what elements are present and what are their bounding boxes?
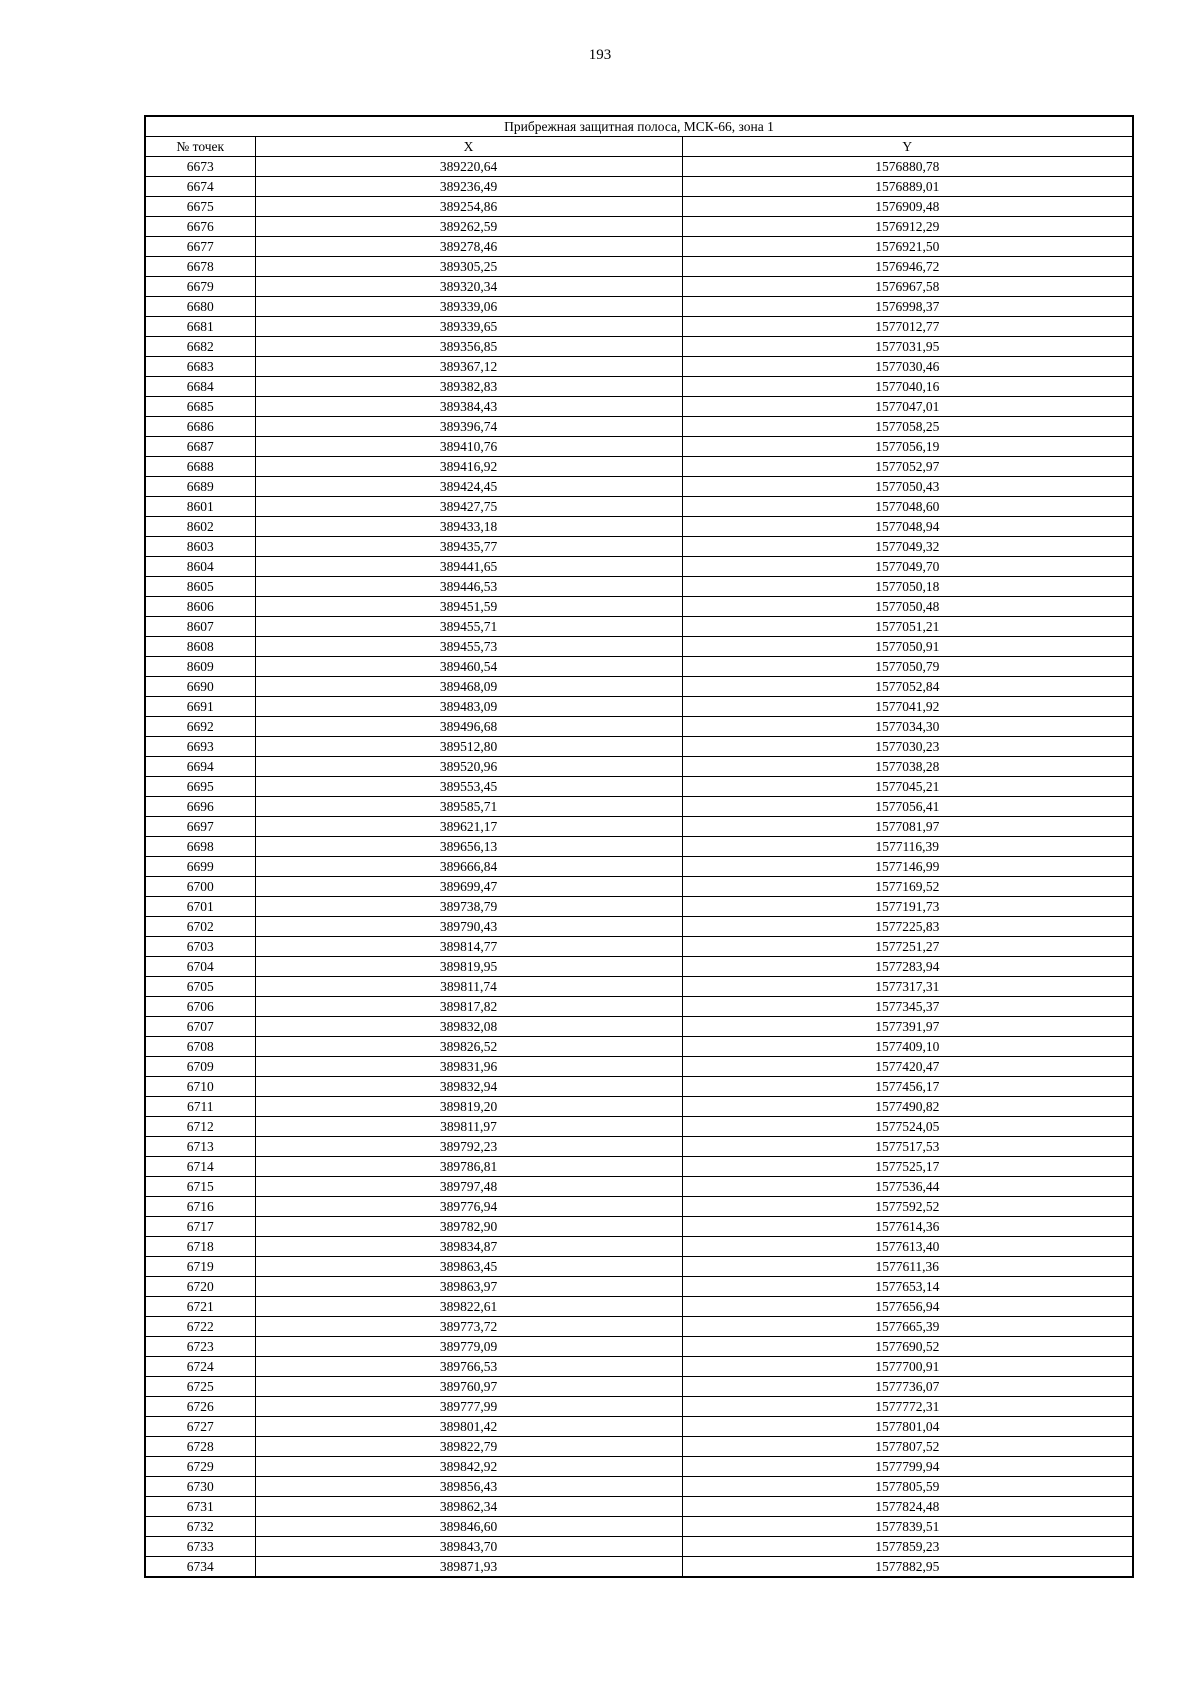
x-coordinate-cell: 389862,34 xyxy=(255,1497,682,1517)
point-number-cell: 8609 xyxy=(145,657,255,677)
x-coordinate-cell: 389433,18 xyxy=(255,517,682,537)
point-number-cell: 6695 xyxy=(145,777,255,797)
y-coordinate-cell: 1577613,40 xyxy=(682,1237,1133,1257)
y-coordinate-cell: 1577012,77 xyxy=(682,317,1133,337)
y-coordinate-cell: 1577656,94 xyxy=(682,1297,1133,1317)
y-coordinate-cell: 1577420,47 xyxy=(682,1057,1133,1077)
table-row xyxy=(145,1497,1133,1517)
y-coordinate-cell: 1577524,05 xyxy=(682,1117,1133,1137)
point-number-cell: 6676 xyxy=(145,217,255,237)
y-coordinate-cell: 1577030,23 xyxy=(682,737,1133,757)
y-coordinate-cell: 1577882,95 xyxy=(682,1557,1133,1578)
point-number-cell: 6702 xyxy=(145,917,255,937)
y-coordinate-cell: 1577391,97 xyxy=(682,1017,1133,1037)
x-coordinate-cell: 389819,95 xyxy=(255,957,682,977)
table-row xyxy=(145,837,1133,857)
table-row xyxy=(145,417,1133,437)
table-row xyxy=(145,1277,1133,1297)
page-number: 193 xyxy=(588,47,612,63)
x-coordinate-cell: 389797,48 xyxy=(255,1177,682,1197)
table-row xyxy=(145,1177,1133,1197)
y-coordinate-cell: 1577805,59 xyxy=(682,1477,1133,1497)
y-coordinate-cell: 1577058,25 xyxy=(682,417,1133,437)
y-coordinate-cell: 1577191,73 xyxy=(682,897,1133,917)
y-coordinate-cell: 1577859,23 xyxy=(682,1537,1133,1557)
table-row xyxy=(145,597,1133,617)
point-number-cell: 6708 xyxy=(145,1037,255,1057)
table-row xyxy=(145,777,1133,797)
table-row xyxy=(145,157,1133,177)
table-row xyxy=(145,1077,1133,1097)
point-number-cell: 8605 xyxy=(145,577,255,597)
x-coordinate-cell: 389782,90 xyxy=(255,1217,682,1237)
y-coordinate-cell: 1577049,32 xyxy=(682,537,1133,557)
y-coordinate-cell: 1577052,84 xyxy=(682,677,1133,697)
table-row xyxy=(145,637,1133,657)
y-coordinate-cell: 1577081,97 xyxy=(682,817,1133,837)
point-number-cell: 6696 xyxy=(145,797,255,817)
x-coordinate-cell: 389416,92 xyxy=(255,457,682,477)
point-number-cell: 8608 xyxy=(145,637,255,657)
x-coordinate-cell: 389585,71 xyxy=(255,797,682,817)
table-row xyxy=(145,577,1133,597)
y-coordinate-cell: 1576967,58 xyxy=(682,277,1133,297)
x-coordinate-cell: 389863,45 xyxy=(255,1257,682,1277)
y-coordinate-cell: 1576998,37 xyxy=(682,297,1133,317)
x-coordinate-cell: 389792,23 xyxy=(255,1137,682,1157)
x-coordinate-cell: 389621,17 xyxy=(255,817,682,837)
table-row xyxy=(145,537,1133,557)
point-number-cell: 6717 xyxy=(145,1217,255,1237)
x-coordinate-cell: 389871,93 xyxy=(255,1557,682,1578)
x-coordinate-cell: 389831,96 xyxy=(255,1057,682,1077)
x-coordinate-cell: 389817,82 xyxy=(255,997,682,1017)
table-row xyxy=(145,437,1133,457)
x-coordinate-cell: 389773,72 xyxy=(255,1317,682,1337)
table-row xyxy=(145,357,1133,377)
y-coordinate-cell: 1577251,27 xyxy=(682,937,1133,957)
x-coordinate-cell: 389822,61 xyxy=(255,1297,682,1317)
x-coordinate-cell: 389811,74 xyxy=(255,977,682,997)
y-coordinate-cell: 1577056,19 xyxy=(682,437,1133,457)
table-row xyxy=(145,797,1133,817)
table-row xyxy=(145,217,1133,237)
point-number-cell: 6690 xyxy=(145,677,255,697)
point-number-cell: 6718 xyxy=(145,1237,255,1257)
x-coordinate-cell: 389766,53 xyxy=(255,1357,682,1377)
point-number-cell: 6734 xyxy=(145,1557,255,1578)
y-coordinate-cell: 1577050,18 xyxy=(682,577,1133,597)
point-number-cell: 6692 xyxy=(145,717,255,737)
y-coordinate-cell: 1577517,53 xyxy=(682,1137,1133,1157)
point-number-cell: 6691 xyxy=(145,697,255,717)
point-number-cell: 8602 xyxy=(145,517,255,537)
x-coordinate-cell: 389777,99 xyxy=(255,1397,682,1417)
x-coordinate-cell: 389834,87 xyxy=(255,1237,682,1257)
point-number-cell: 6731 xyxy=(145,1497,255,1517)
y-coordinate-cell: 1577592,52 xyxy=(682,1197,1133,1217)
x-coordinate-cell: 389790,43 xyxy=(255,917,682,937)
point-number-cell: 6698 xyxy=(145,837,255,857)
point-number-cell: 6724 xyxy=(145,1357,255,1377)
point-number-cell: 8604 xyxy=(145,557,255,577)
point-number-cell: 6732 xyxy=(145,1517,255,1537)
y-coordinate-cell: 1577653,14 xyxy=(682,1277,1133,1297)
point-number-cell: 6682 xyxy=(145,337,255,357)
y-coordinate-cell: 1577700,91 xyxy=(682,1357,1133,1377)
column-header-y: Y xyxy=(682,137,1133,157)
y-coordinate-cell: 1577736,07 xyxy=(682,1377,1133,1397)
x-coordinate-cell: 389738,79 xyxy=(255,897,682,917)
x-coordinate-cell: 389760,97 xyxy=(255,1377,682,1397)
table-row xyxy=(145,1557,1133,1578)
table-row xyxy=(145,477,1133,497)
y-coordinate-cell: 1577525,17 xyxy=(682,1157,1133,1177)
y-coordinate-cell: 1577824,48 xyxy=(682,1497,1133,1517)
point-number-cell: 6714 xyxy=(145,1157,255,1177)
y-coordinate-cell: 1577031,95 xyxy=(682,337,1133,357)
y-coordinate-cell: 1577772,31 xyxy=(682,1397,1133,1417)
y-coordinate-cell: 1577030,46 xyxy=(682,357,1133,377)
y-coordinate-cell: 1576912,29 xyxy=(682,217,1133,237)
x-coordinate-cell: 389339,65 xyxy=(255,317,682,337)
x-coordinate-cell: 389455,73 xyxy=(255,637,682,657)
y-coordinate-cell: 1577049,70 xyxy=(682,557,1133,577)
y-coordinate-cell: 1577169,52 xyxy=(682,877,1133,897)
y-coordinate-cell: 1577490,82 xyxy=(682,1097,1133,1117)
point-number-cell: 6699 xyxy=(145,857,255,877)
point-number-cell: 6721 xyxy=(145,1297,255,1317)
y-coordinate-cell: 1577040,16 xyxy=(682,377,1133,397)
y-coordinate-cell: 1577050,43 xyxy=(682,477,1133,497)
point-number-cell: 8607 xyxy=(145,617,255,637)
x-coordinate-cell: 389856,43 xyxy=(255,1477,682,1497)
table-row xyxy=(145,457,1133,477)
x-coordinate-cell: 389367,12 xyxy=(255,357,682,377)
point-number-cell: 8601 xyxy=(145,497,255,517)
point-number-cell: 6701 xyxy=(145,897,255,917)
point-number-cell: 8606 xyxy=(145,597,255,617)
x-coordinate-cell: 389776,94 xyxy=(255,1197,682,1217)
point-number-cell: 6733 xyxy=(145,1537,255,1557)
y-coordinate-cell: 1577345,37 xyxy=(682,997,1133,1017)
x-coordinate-cell: 389832,94 xyxy=(255,1077,682,1097)
table-row xyxy=(145,717,1133,737)
table-row xyxy=(145,1217,1133,1237)
y-coordinate-cell: 1577050,91 xyxy=(682,637,1133,657)
x-coordinate-cell: 389262,59 xyxy=(255,217,682,237)
y-coordinate-cell: 1577409,10 xyxy=(682,1037,1133,1057)
point-number-cell: 6680 xyxy=(145,297,255,317)
point-number-cell: 6703 xyxy=(145,937,255,957)
point-number-cell: 6728 xyxy=(145,1437,255,1457)
y-coordinate-cell: 1577038,28 xyxy=(682,757,1133,777)
point-number-cell: 6711 xyxy=(145,1097,255,1117)
table-row xyxy=(145,857,1133,877)
point-number-cell: 6730 xyxy=(145,1477,255,1497)
point-number-cell: 6707 xyxy=(145,1017,255,1037)
table-row xyxy=(145,257,1133,277)
table-row xyxy=(145,937,1133,957)
point-number-cell: 6720 xyxy=(145,1277,255,1297)
x-coordinate-cell: 389278,46 xyxy=(255,237,682,257)
point-number-cell: 6686 xyxy=(145,417,255,437)
table-row xyxy=(145,1257,1133,1277)
y-coordinate-cell: 1577317,31 xyxy=(682,977,1133,997)
table-row xyxy=(145,1237,1133,1257)
y-coordinate-cell: 1577050,79 xyxy=(682,657,1133,677)
x-coordinate-cell: 389446,53 xyxy=(255,577,682,597)
point-number-cell: 6719 xyxy=(145,1257,255,1277)
table-row xyxy=(145,1457,1133,1477)
x-coordinate-cell: 389801,42 xyxy=(255,1417,682,1437)
table-row xyxy=(145,237,1133,257)
table-row xyxy=(145,337,1133,357)
x-coordinate-cell: 389826,52 xyxy=(255,1037,682,1057)
x-coordinate-cell: 389427,75 xyxy=(255,497,682,517)
y-coordinate-cell: 1577116,39 xyxy=(682,837,1133,857)
point-number-cell: 6705 xyxy=(145,977,255,997)
y-coordinate-cell: 1577665,39 xyxy=(682,1317,1133,1337)
point-number-cell: 6677 xyxy=(145,237,255,257)
table-row xyxy=(145,1477,1133,1497)
x-coordinate-cell: 389451,59 xyxy=(255,597,682,617)
point-number-cell: 6697 xyxy=(145,817,255,837)
x-coordinate-cell: 389483,09 xyxy=(255,697,682,717)
x-coordinate-cell: 389220,64 xyxy=(255,157,682,177)
y-coordinate-cell: 1577799,94 xyxy=(682,1457,1133,1477)
point-number-cell: 6700 xyxy=(145,877,255,897)
y-coordinate-cell: 1577611,36 xyxy=(682,1257,1133,1277)
x-coordinate-cell: 389666,84 xyxy=(255,857,682,877)
y-coordinate-cell: 1577225,83 xyxy=(682,917,1133,937)
point-number-cell: 6694 xyxy=(145,757,255,777)
table-row xyxy=(145,617,1133,637)
x-coordinate-cell: 389468,09 xyxy=(255,677,682,697)
point-number-cell: 6706 xyxy=(145,997,255,1017)
table-row xyxy=(145,697,1133,717)
table-row xyxy=(145,197,1133,217)
point-number-cell: 6675 xyxy=(145,197,255,217)
x-coordinate-cell: 389786,81 xyxy=(255,1157,682,1177)
point-number-cell: 6727 xyxy=(145,1417,255,1437)
y-coordinate-cell: 1577034,30 xyxy=(682,717,1133,737)
x-coordinate-cell: 389356,85 xyxy=(255,337,682,357)
table-row xyxy=(145,817,1133,837)
x-coordinate-cell: 389520,96 xyxy=(255,757,682,777)
point-number-cell: 6687 xyxy=(145,437,255,457)
x-coordinate-cell: 389822,79 xyxy=(255,1437,682,1457)
point-number-cell: 6684 xyxy=(145,377,255,397)
column-header-point-number: № точек xyxy=(145,137,255,157)
table-row xyxy=(145,397,1133,417)
table-row xyxy=(145,1397,1133,1417)
x-coordinate-cell: 389863,97 xyxy=(255,1277,682,1297)
table-row xyxy=(145,977,1133,997)
table-row xyxy=(145,757,1133,777)
table-row xyxy=(145,317,1133,337)
table-row xyxy=(145,1057,1133,1077)
x-coordinate-cell: 389396,74 xyxy=(255,417,682,437)
x-coordinate-cell: 389699,47 xyxy=(255,877,682,897)
table-row xyxy=(145,1037,1133,1057)
x-coordinate-cell: 389305,25 xyxy=(255,257,682,277)
table-row xyxy=(145,1417,1133,1437)
y-coordinate-cell: 1577047,01 xyxy=(682,397,1133,417)
point-number-cell: 6681 xyxy=(145,317,255,337)
x-coordinate-cell: 389832,08 xyxy=(255,1017,682,1037)
x-coordinate-cell: 389811,97 xyxy=(255,1117,682,1137)
point-number-cell: 6709 xyxy=(145,1057,255,1077)
table-row xyxy=(145,1197,1133,1217)
y-coordinate-cell: 1577283,94 xyxy=(682,957,1133,977)
point-number-cell: 6725 xyxy=(145,1377,255,1397)
x-coordinate-cell: 389779,09 xyxy=(255,1337,682,1357)
y-coordinate-cell: 1576921,50 xyxy=(682,237,1133,257)
y-coordinate-cell: 1577146,99 xyxy=(682,857,1133,877)
point-number-cell: 6712 xyxy=(145,1117,255,1137)
point-number-cell: 6715 xyxy=(145,1177,255,1197)
x-coordinate-cell: 389656,13 xyxy=(255,837,682,857)
table-row xyxy=(145,897,1133,917)
y-coordinate-cell: 1577801,04 xyxy=(682,1417,1133,1437)
x-coordinate-cell: 389496,68 xyxy=(255,717,682,737)
table-row xyxy=(145,997,1133,1017)
x-coordinate-cell: 389384,43 xyxy=(255,397,682,417)
coordinates-table xyxy=(144,115,1134,1578)
table-row xyxy=(145,1317,1133,1337)
table-row xyxy=(145,877,1133,897)
table-row xyxy=(145,1297,1133,1317)
x-coordinate-cell: 389843,70 xyxy=(255,1537,682,1557)
point-number-cell: 6710 xyxy=(145,1077,255,1097)
y-coordinate-cell: 1577807,52 xyxy=(682,1437,1133,1457)
table-row xyxy=(145,517,1133,537)
x-coordinate-cell: 389410,76 xyxy=(255,437,682,457)
table-row xyxy=(145,557,1133,577)
table-row xyxy=(145,1517,1133,1537)
x-coordinate-cell: 389441,65 xyxy=(255,557,682,577)
x-coordinate-cell: 389842,92 xyxy=(255,1457,682,1477)
table-header-row xyxy=(145,137,1133,157)
y-coordinate-cell: 1576909,48 xyxy=(682,197,1133,217)
table-row xyxy=(145,677,1133,697)
point-number-cell: 6683 xyxy=(145,357,255,377)
table-row xyxy=(145,1337,1133,1357)
x-coordinate-cell: 389814,77 xyxy=(255,937,682,957)
x-coordinate-cell: 389254,86 xyxy=(255,197,682,217)
y-coordinate-cell: 1576946,72 xyxy=(682,257,1133,277)
table-row xyxy=(145,917,1133,937)
x-coordinate-cell: 389320,34 xyxy=(255,277,682,297)
point-number-cell: 6689 xyxy=(145,477,255,497)
x-coordinate-cell: 389512,80 xyxy=(255,737,682,757)
table-row xyxy=(145,377,1133,397)
y-coordinate-cell: 1577048,60 xyxy=(682,497,1133,517)
y-coordinate-cell: 1576880,78 xyxy=(682,157,1133,177)
point-number-cell: 6704 xyxy=(145,957,255,977)
y-coordinate-cell: 1576889,01 xyxy=(682,177,1133,197)
table-row xyxy=(145,1017,1133,1037)
table-row xyxy=(145,657,1133,677)
point-number-cell: 6722 xyxy=(145,1317,255,1337)
y-coordinate-cell: 1577051,21 xyxy=(682,617,1133,637)
table-row xyxy=(145,1097,1133,1117)
table-caption: Прибрежная защитная полоса, МСК-66, зона 1 xyxy=(145,116,1133,137)
table-row xyxy=(145,1537,1133,1557)
point-number-cell: 8603 xyxy=(145,537,255,557)
x-coordinate-cell: 389339,06 xyxy=(255,297,682,317)
x-coordinate-cell: 389455,71 xyxy=(255,617,682,637)
y-coordinate-cell: 1577050,48 xyxy=(682,597,1133,617)
table-body xyxy=(145,157,1133,1578)
x-coordinate-cell: 389846,60 xyxy=(255,1517,682,1537)
y-coordinate-cell: 1577056,41 xyxy=(682,797,1133,817)
y-coordinate-cell: 1577041,92 xyxy=(682,697,1133,717)
table-row xyxy=(145,277,1133,297)
table-row xyxy=(145,177,1133,197)
point-number-cell: 6688 xyxy=(145,457,255,477)
x-coordinate-cell: 389460,54 xyxy=(255,657,682,677)
y-coordinate-cell: 1577048,94 xyxy=(682,517,1133,537)
y-coordinate-cell: 1577045,21 xyxy=(682,777,1133,797)
x-coordinate-cell: 389236,49 xyxy=(255,177,682,197)
column-header-x: X xyxy=(255,137,682,157)
x-coordinate-cell: 389553,45 xyxy=(255,777,682,797)
point-number-cell: 6678 xyxy=(145,257,255,277)
point-number-cell: 6673 xyxy=(145,157,255,177)
point-number-cell: 6716 xyxy=(145,1197,255,1217)
point-number-cell: 6729 xyxy=(145,1457,255,1477)
y-coordinate-cell: 1577536,44 xyxy=(682,1177,1133,1197)
y-coordinate-cell: 1577052,97 xyxy=(682,457,1133,477)
table-row xyxy=(145,1437,1133,1457)
table-row xyxy=(145,1357,1133,1377)
table-row xyxy=(145,1137,1133,1157)
x-coordinate-cell: 389382,83 xyxy=(255,377,682,397)
table-row xyxy=(145,1117,1133,1137)
table-row xyxy=(145,957,1133,977)
y-coordinate-cell: 1577690,52 xyxy=(682,1337,1133,1357)
table-row xyxy=(145,497,1133,517)
point-number-cell: 6685 xyxy=(145,397,255,417)
x-coordinate-cell: 389424,45 xyxy=(255,477,682,497)
point-number-cell: 6726 xyxy=(145,1397,255,1417)
table-row xyxy=(145,737,1133,757)
point-number-cell: 6679 xyxy=(145,277,255,297)
point-number-cell: 6723 xyxy=(145,1337,255,1357)
point-number-cell: 6693 xyxy=(145,737,255,757)
table-row xyxy=(145,1377,1133,1397)
point-number-cell: 6674 xyxy=(145,177,255,197)
y-coordinate-cell: 1577839,51 xyxy=(682,1517,1133,1537)
x-coordinate-cell: 389435,77 xyxy=(255,537,682,557)
x-coordinate-cell: 389819,20 xyxy=(255,1097,682,1117)
y-coordinate-cell: 1577614,36 xyxy=(682,1217,1133,1237)
point-number-cell: 6713 xyxy=(145,1137,255,1157)
table-row xyxy=(145,1157,1133,1177)
table-row xyxy=(145,297,1133,317)
y-coordinate-cell: 1577456,17 xyxy=(682,1077,1133,1097)
